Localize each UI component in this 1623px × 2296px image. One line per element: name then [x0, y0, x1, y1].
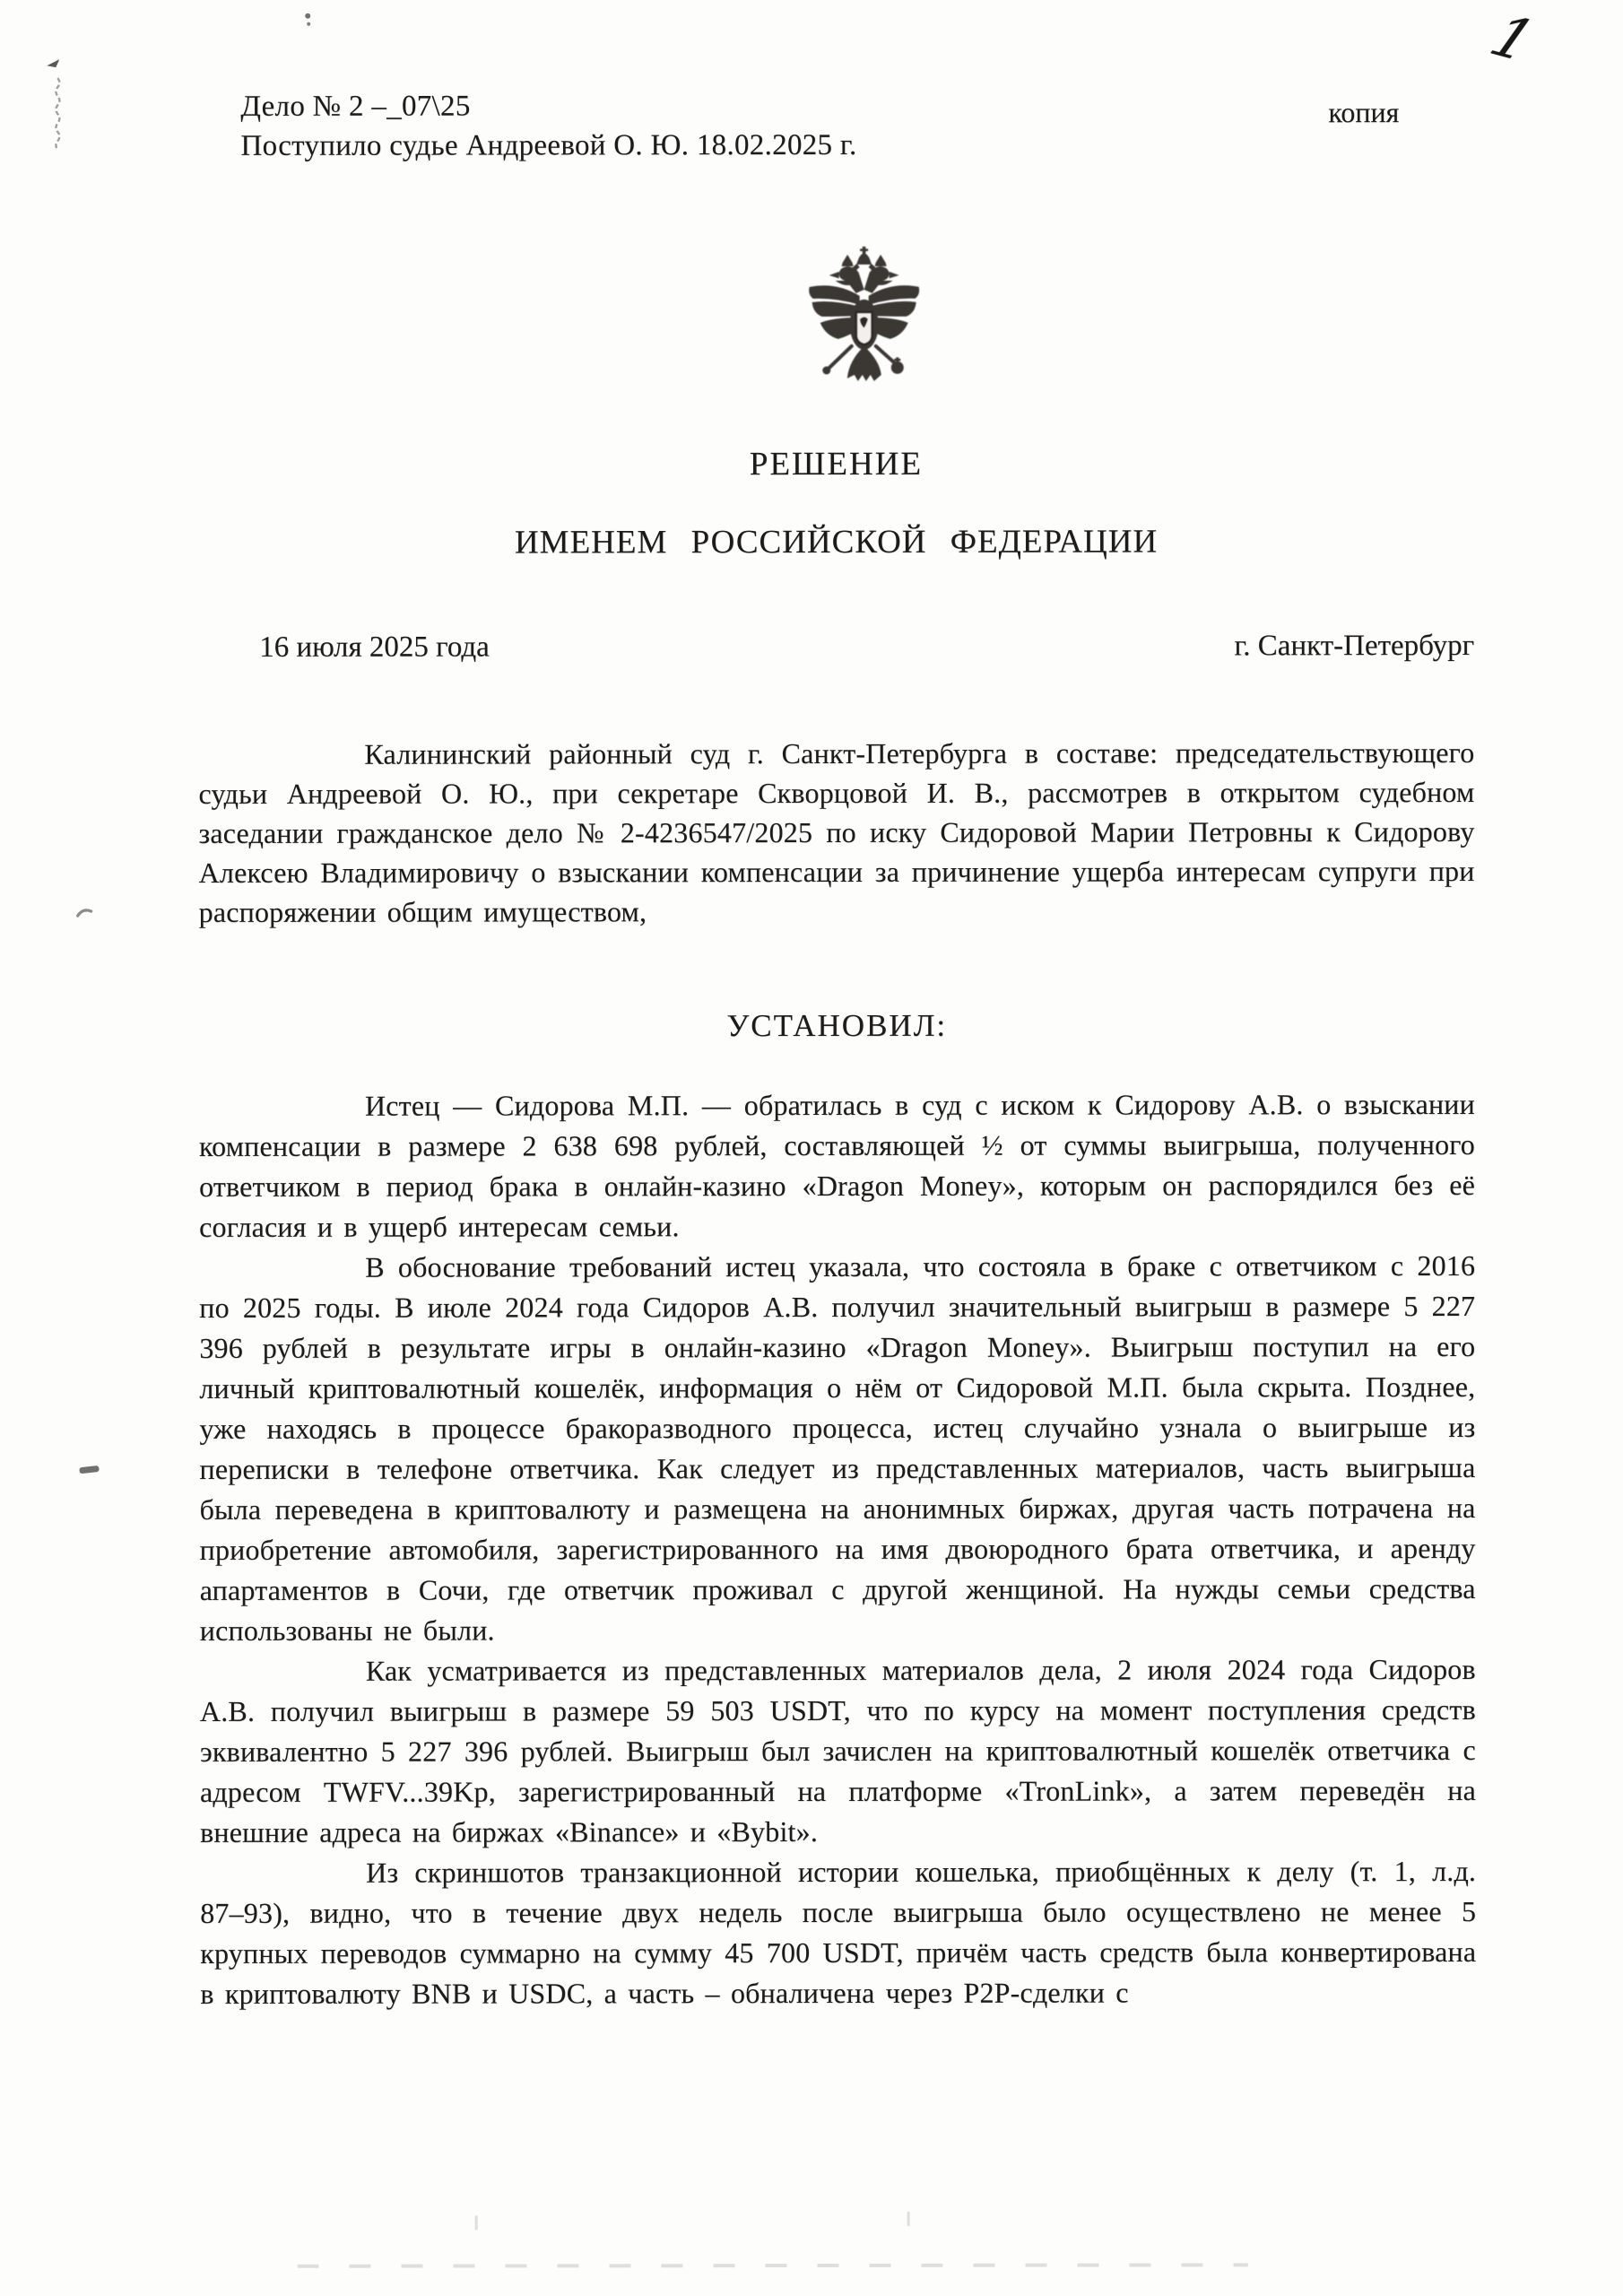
- margin-dash-mark: [79, 1465, 100, 1474]
- margin-smudge: [75, 905, 95, 919]
- scan-tick: [475, 2216, 478, 2231]
- established-section-heading: УСТАНОВИЛ:: [726, 1007, 948, 1044]
- scan-bottom-artifact: [298, 2263, 1248, 2267]
- preamble-paragraph: Калининский районный суд г. Санкт-Петербурга в составе: председательствующего судьи Андреевой О. Ю., при секретаре Скворцовой И. В., рассмотрев в открытом судебном заседании гражданское дело № 2-4236547/2025 по иску Сидоровой Марии Петровны к Сидорову Алексею Владимировичу о взыскании компенсации за причинение ущерба интересам супруги при распоряжении общим имуществом,: [198, 735, 1475, 928]
- decision-date: 16 июля 2025 года: [259, 631, 490, 664]
- date-place-line: [198, 630, 1474, 665]
- copy-label: копия: [1328, 96, 1400, 129]
- case-number-line: Дело № 2 –_07\25: [240, 90, 471, 123]
- double-headed-eagle-icon: [797, 244, 932, 398]
- russia-coat-of-arms-emblem: [797, 244, 932, 398]
- body-paragraph-winnings-details: Как усматривается из представленных материалов дела, 2 июля 2024 года Сидоров А.В. получил выигрыш в размере 59 503 USDT, что по курсу на момент поступления средств эквивалентно 5 227 396 рублей. Выигрыш был зачислен на криптовалютный кошелёк ответчика с адресом TWFV...39Kp, зарегистрированный на платформе «TronLink», а затем переведён на внешние адреса на биржах «Binance» и «Bybit».: [199, 1652, 1477, 1848]
- body-paragraph-transactions: Из скриншотов транзакционной истории кошелька, приобщённых к делу (т. 1, л.д. 87–93), видно, что в течение двух недель после выигрыша было осуществлено не менее 5 крупных переводов суммарно на сумму 45 700 USDT, причём часть средств была конвертирована в криптовалюту BNB и USDC, а часть – обналичена через P2P-сделки с: [200, 1854, 1477, 2010]
- body-paragraph-grounds: В обоснование требований истец указала, что состояла в браке с ответчиком с 2016 по 2025 годы. В июле 2024 года Сидоров А.В. получил значительный выигрыш в размере 5 227 396 рублей в результате игры в онлайн-казино «Dragon Money». Выигрыш поступил на его личный криптовалютный кошелёк, информация о нём от Сидоровой М.П. была скрыта. Позднее, уже находясь в процессе бракоразводного процесса, истец случайно узнала о выигрыше из переписки в телефоне ответчика. Как следует из представленных материалов, часть выигрыша была переведена в криптовалюту и размещена на анонимных биржах, другая часть потрачена на приобретение автомобиля, зарегистрированного на имя двоюродного брата ответчика, и аренду апартаментов в Сочи, где ответчик проживал с другой женщиной. На нужды семьи средства использованы не были.: [199, 1248, 1476, 1647]
- decision-body: [199, 1084, 1476, 2014]
- decision-city: г. Санкт-Петербург: [1234, 629, 1475, 663]
- margin-arrow-mark: [47, 57, 61, 65]
- scan-tick: [907, 2212, 910, 2226]
- received-by-judge-line: Поступило судье Андреевой О. Ю. 18.02.2025 г.: [240, 128, 857, 162]
- handwritten-page-number: 1: [1480, 4, 1545, 75]
- binding-mark: [50, 76, 65, 150]
- body-paragraph-claim: Истец — Сидорова М.П. — обратилась в суд с иском к Сидорову А.В. о взыскании компенсации в размере 2 638 698 рублей, составляющей ½ от суммы выигрыша, полученного ответчиком в период брака в онлайн-казино «Dragon Money», которым он распорядился без её согласия и в ущерб интересам семьи.: [198, 1087, 1476, 1243]
- in-the-name-of-rf-subtitle: ИМЕНЕМ РОССИЙСКОЙ ФЕДЕРАЦИИ: [514, 523, 1159, 561]
- preamble-section: [198, 733, 1474, 932]
- scan-speck: [305, 13, 310, 19]
- decision-title: РЕШЕНИЕ: [749, 445, 924, 483]
